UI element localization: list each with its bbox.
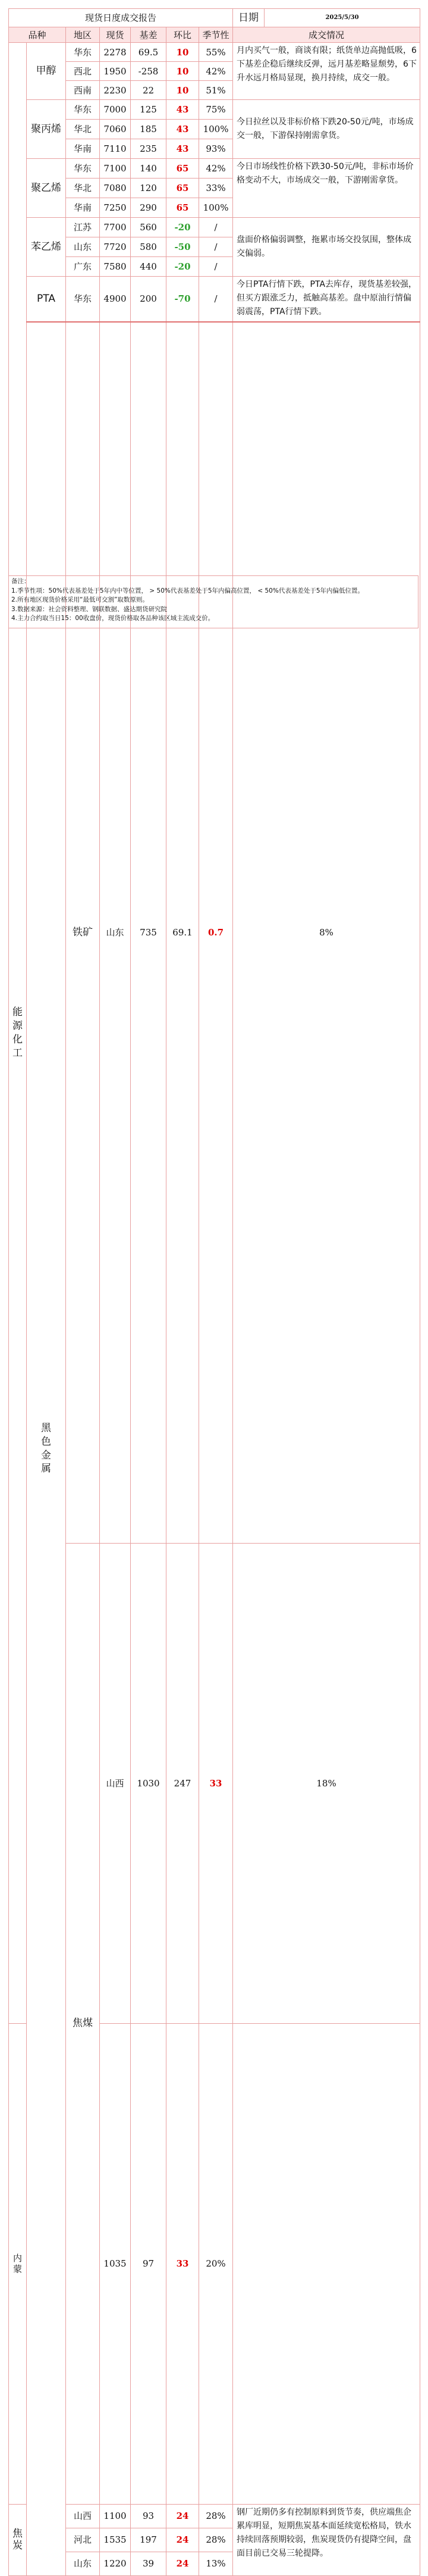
season-cell: / bbox=[199, 237, 233, 257]
basis-cell: 247 bbox=[166, 1543, 199, 2024]
column-header-row bbox=[9, 27, 420, 43]
report-table bbox=[8, 8, 420, 2576]
season-cell: 100% bbox=[199, 120, 233, 139]
note-line: 4.主力合约取当日15：00收盘价，现货价格取各品种该区域主流成交价。 bbox=[11, 615, 215, 622]
col-header-region: 地区 bbox=[66, 27, 100, 43]
product-polypropylene: 聚丙烯 bbox=[27, 100, 66, 159]
table-row bbox=[9, 2504, 420, 2528]
spot-cell: 7000 bbox=[100, 100, 131, 120]
region-cell: 内蒙 bbox=[9, 2024, 27, 2505]
change-cell: -70 bbox=[166, 277, 199, 322]
table-row bbox=[9, 43, 420, 62]
region-cell: 河北 bbox=[66, 2528, 100, 2552]
spot-cell: 1100 bbox=[100, 2504, 131, 2528]
spot-cell: 1030 bbox=[131, 1543, 166, 2024]
basis-cell: 560 bbox=[131, 218, 166, 237]
spot-cell: 7580 bbox=[100, 257, 131, 277]
region-cell: 华北 bbox=[66, 120, 100, 139]
spot-cell: 7720 bbox=[100, 237, 131, 257]
region-cell: 西南 bbox=[66, 81, 100, 100]
season-cell: / bbox=[199, 218, 233, 237]
col-header-change: 环比 bbox=[166, 27, 199, 43]
change-cell: -20 bbox=[166, 218, 199, 237]
change-cell: 24 bbox=[166, 2552, 199, 2575]
product-polyethylene: 聚乙烯 bbox=[27, 159, 66, 218]
basis-cell: 290 bbox=[131, 198, 166, 218]
region-cell: 广东 bbox=[66, 257, 100, 277]
col-header-spot: 现货 bbox=[100, 27, 131, 43]
table-row bbox=[9, 277, 420, 322]
region-cell: 华东 bbox=[66, 100, 100, 120]
season-cell: 28% bbox=[199, 2504, 233, 2528]
product-methanol: 甲醇 bbox=[27, 43, 66, 100]
season-cell: 8% bbox=[233, 322, 420, 1544]
change-cell: 24 bbox=[166, 2528, 199, 2552]
season-cell: / bbox=[199, 277, 233, 322]
table-row bbox=[9, 1543, 420, 2024]
trading-desc-methanol: 月内买气一般，商谈有限；纸货单边高抛低吸，6下基差企稳后继续反弹，远月基差略显颓势，6下升水远月格局显现，换月持续，成交一般。 bbox=[233, 43, 420, 100]
change-cell: 10 bbox=[166, 43, 199, 62]
season-cell: 42% bbox=[199, 159, 233, 179]
spot-cell: 7110 bbox=[100, 139, 131, 159]
basis-cell: 185 bbox=[131, 120, 166, 139]
region-cell: 西北 bbox=[66, 62, 100, 81]
spot-cell: 7700 bbox=[100, 218, 131, 237]
basis-cell: 125 bbox=[131, 100, 166, 120]
product-pta: PTA bbox=[27, 277, 66, 322]
spot-cell: 1035 bbox=[100, 2024, 131, 2505]
spot-cell: 1950 bbox=[100, 62, 131, 81]
col-header-basis: 基差 bbox=[131, 27, 166, 43]
region-cell: 华北 bbox=[66, 179, 100, 198]
date-cell bbox=[233, 9, 420, 27]
change-cell: 65 bbox=[166, 198, 199, 218]
spot-cell: 735 bbox=[131, 322, 166, 1544]
basis-cell: 69.1 bbox=[166, 322, 199, 1544]
region-cell: 山东 bbox=[66, 237, 100, 257]
season-cell: / bbox=[199, 257, 233, 277]
spot-cell: 1220 bbox=[100, 2552, 131, 2575]
season-cell: 51% bbox=[199, 81, 233, 100]
basis-cell: 200 bbox=[131, 277, 166, 322]
product-iron-ore: 铁矿 bbox=[66, 322, 100, 1544]
basis-cell: 69.5 bbox=[131, 43, 166, 62]
season-cell: 33% bbox=[199, 179, 233, 198]
report-title: 现货日度成交报告 bbox=[9, 9, 233, 27]
change-cell: -50 bbox=[166, 237, 199, 257]
date-label: 日期 bbox=[233, 9, 265, 27]
season-cell: 93% bbox=[199, 139, 233, 159]
basis-cell: 93 bbox=[131, 2504, 166, 2528]
basis-cell: 440 bbox=[131, 257, 166, 277]
season-cell: 42% bbox=[199, 62, 233, 81]
region-cell: 山西 bbox=[66, 2504, 100, 2528]
product-coking-coal: 焦煤 bbox=[66, 1543, 100, 2504]
note-line: 2.所有地区现货价格采用“最低可交割”取数原则。 bbox=[11, 596, 149, 603]
region-cell: 华东 bbox=[66, 43, 100, 62]
product-coke: 焦炭 bbox=[9, 2504, 27, 2575]
basis-cell: 140 bbox=[131, 159, 166, 179]
basis-cell: 197 bbox=[131, 2528, 166, 2552]
change-cell: 0.7 bbox=[199, 322, 233, 1544]
basis-cell: 39 bbox=[131, 2552, 166, 2575]
trading-desc-pta: 今日PTA行情下跌，PTA去库存，现货基差较强，但买方跟涨乏力，抵触高基差。盘中原油行情偏弱震荡，PTA行情下跌。 bbox=[233, 277, 420, 322]
product-styrene: 苯乙烯 bbox=[27, 218, 66, 277]
notes-box bbox=[8, 575, 418, 628]
season-cell: 20% bbox=[199, 2024, 233, 2505]
change-cell: 43 bbox=[166, 139, 199, 159]
spot-cell: 1535 bbox=[100, 2528, 131, 2552]
sector-ferrous-metals: 黑 色 金 属 bbox=[27, 322, 66, 2576]
note-line: 1.季节性项：50%代表基差处于5年内中等位置， > 50%代表基差处于5年内偏高位置， < 50%代表基差处于5年内偏低位置。 bbox=[11, 587, 364, 594]
region-cell: 山东 bbox=[66, 2552, 100, 2575]
change-cell: 33 bbox=[166, 2024, 199, 2505]
change-cell: 10 bbox=[166, 62, 199, 81]
basis-cell: -258 bbox=[131, 62, 166, 81]
change-cell: 43 bbox=[166, 120, 199, 139]
trading-desc-polyethylene: 今日市场线性价格下跌30-50元/吨，非标市场价格变动不大，市场成交一般，下游刚需拿货。 bbox=[233, 159, 420, 218]
col-header-trading: 成交情况 bbox=[233, 27, 420, 43]
basis-cell: 580 bbox=[131, 237, 166, 257]
trading-desc-styrene: 盘面价格偏弱调整，拖累市场交投氛围，整体成交偏弱。 bbox=[233, 218, 420, 277]
spot-cell: 4900 bbox=[100, 277, 131, 322]
region-cell: 华南 bbox=[66, 139, 100, 159]
basis-cell: 97 bbox=[131, 2024, 166, 2505]
table-row bbox=[9, 218, 420, 237]
season-cell: 55% bbox=[199, 43, 233, 62]
region-cell: 华南 bbox=[66, 198, 100, 218]
season-cell: 75% bbox=[199, 100, 233, 120]
change-cell: 43 bbox=[166, 100, 199, 120]
change-cell: 33 bbox=[199, 1543, 233, 2024]
report-sheet bbox=[8, 8, 420, 2569]
season-cell: 18% bbox=[233, 1543, 420, 2024]
basis-cell: 22 bbox=[131, 81, 166, 100]
spot-cell: 2278 bbox=[100, 43, 131, 62]
spot-cell: 7060 bbox=[100, 120, 131, 139]
table-row bbox=[9, 159, 420, 179]
spot-cell: 2230 bbox=[100, 81, 131, 100]
change-cell: 65 bbox=[166, 159, 199, 179]
change-cell: 65 bbox=[166, 179, 199, 198]
trading-desc-polypropylene: 今日拉丝以及非标价格下跌20-50元/吨，市场成交一般，下游保持刚需拿货。 bbox=[233, 100, 420, 159]
region-cell: 山东 bbox=[100, 322, 131, 1544]
trading-desc-coke: 钢厂近期仍多有控制原料到货节奏，供应端焦企累库明显，短期焦炭基本面延续宽松格局，铁水持续回落预期较弱，焦炭现货仍有提降空间，盘面目前已交易三轮提降。 bbox=[233, 2504, 420, 2575]
basis-cell: 235 bbox=[131, 139, 166, 159]
change-cell: 10 bbox=[166, 81, 199, 100]
notes-title: 备注： bbox=[11, 578, 30, 585]
date-value: 2025/5/30 bbox=[325, 14, 359, 21]
season-cell: 13% bbox=[199, 2552, 233, 2575]
season-cell: 100% bbox=[199, 198, 233, 218]
spot-cell: 7100 bbox=[100, 159, 131, 179]
season-cell: 28% bbox=[199, 2528, 233, 2552]
spot-cell: 7250 bbox=[100, 198, 131, 218]
change-cell: 24 bbox=[166, 2504, 199, 2528]
region-cell: 江苏 bbox=[66, 218, 100, 237]
sector-energy-chemical: 能 源 化 工 bbox=[9, 43, 27, 2024]
table-row bbox=[9, 100, 420, 120]
table-row bbox=[9, 322, 420, 1544]
col-header-product: 品种 bbox=[9, 27, 66, 43]
region-cell: 山西 bbox=[100, 1543, 131, 2024]
change-cell: -20 bbox=[166, 257, 199, 277]
region-cell: 华东 bbox=[66, 277, 100, 322]
region-cell: 华东 bbox=[66, 159, 100, 179]
spot-cell: 7080 bbox=[100, 179, 131, 198]
col-header-seasonality: 季节性 bbox=[199, 27, 233, 43]
title-row bbox=[9, 9, 420, 27]
basis-cell: 120 bbox=[131, 179, 166, 198]
note-line: 3.数据来源：社会资料整理、钢联数据、盛达期货研究院 bbox=[11, 605, 168, 613]
